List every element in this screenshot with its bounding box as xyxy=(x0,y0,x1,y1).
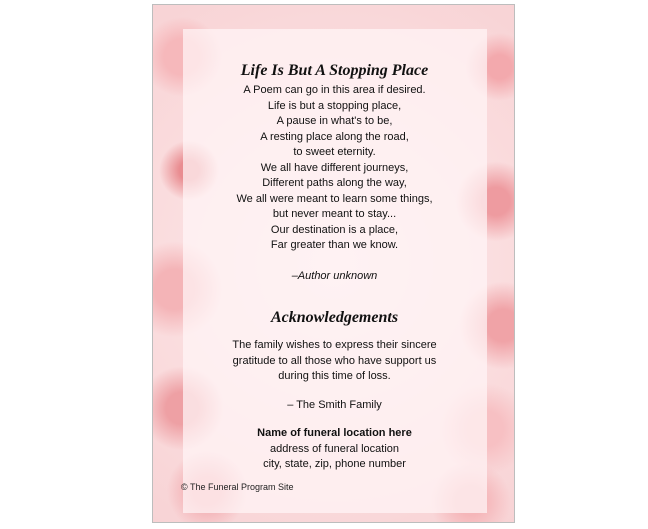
poem-line: to sweet eternity. xyxy=(293,146,376,158)
funeral-location-name: Name of funeral location here xyxy=(257,427,412,439)
acknowledgement-line: gratitude to all those who have support us xyxy=(232,354,437,367)
poem-line: Far greater than we know. xyxy=(270,239,399,251)
poem-line: We all have different journeys, xyxy=(260,161,409,174)
poem-line: but never meant to stay... xyxy=(272,208,397,220)
poem-line: Life is but a stopping place, xyxy=(267,99,402,112)
poem-title: Life Is But A Stopping Place xyxy=(240,62,429,79)
poem-line: Our destination is a place, xyxy=(270,223,399,236)
program-content xyxy=(153,61,515,473)
poem-line: We all were meant to learn some things, xyxy=(236,192,433,205)
acknowledgement-line: during this time of loss. xyxy=(278,370,391,382)
poem-line: A resting place along the road, xyxy=(260,130,409,143)
copyright-notice: © The Funeral Program Site xyxy=(181,482,294,492)
acknowledgements-title: Acknowledgements xyxy=(270,309,399,326)
poem-line: A pause in what's to be, xyxy=(276,115,393,127)
poem-line: A Poem can go in this area if desired. xyxy=(243,84,426,96)
poem-line: Different paths along the way, xyxy=(262,177,407,189)
funeral-location-address: address of funeral location xyxy=(269,442,400,455)
funeral-location-city: city, state, zip, phone number xyxy=(263,458,406,470)
program-page xyxy=(152,4,515,523)
acknowledgement-line: The family wishes to express their sincere xyxy=(232,339,437,351)
poem-author: –Author unknown xyxy=(291,269,378,282)
family-signature: – The Smith Family xyxy=(287,398,382,411)
